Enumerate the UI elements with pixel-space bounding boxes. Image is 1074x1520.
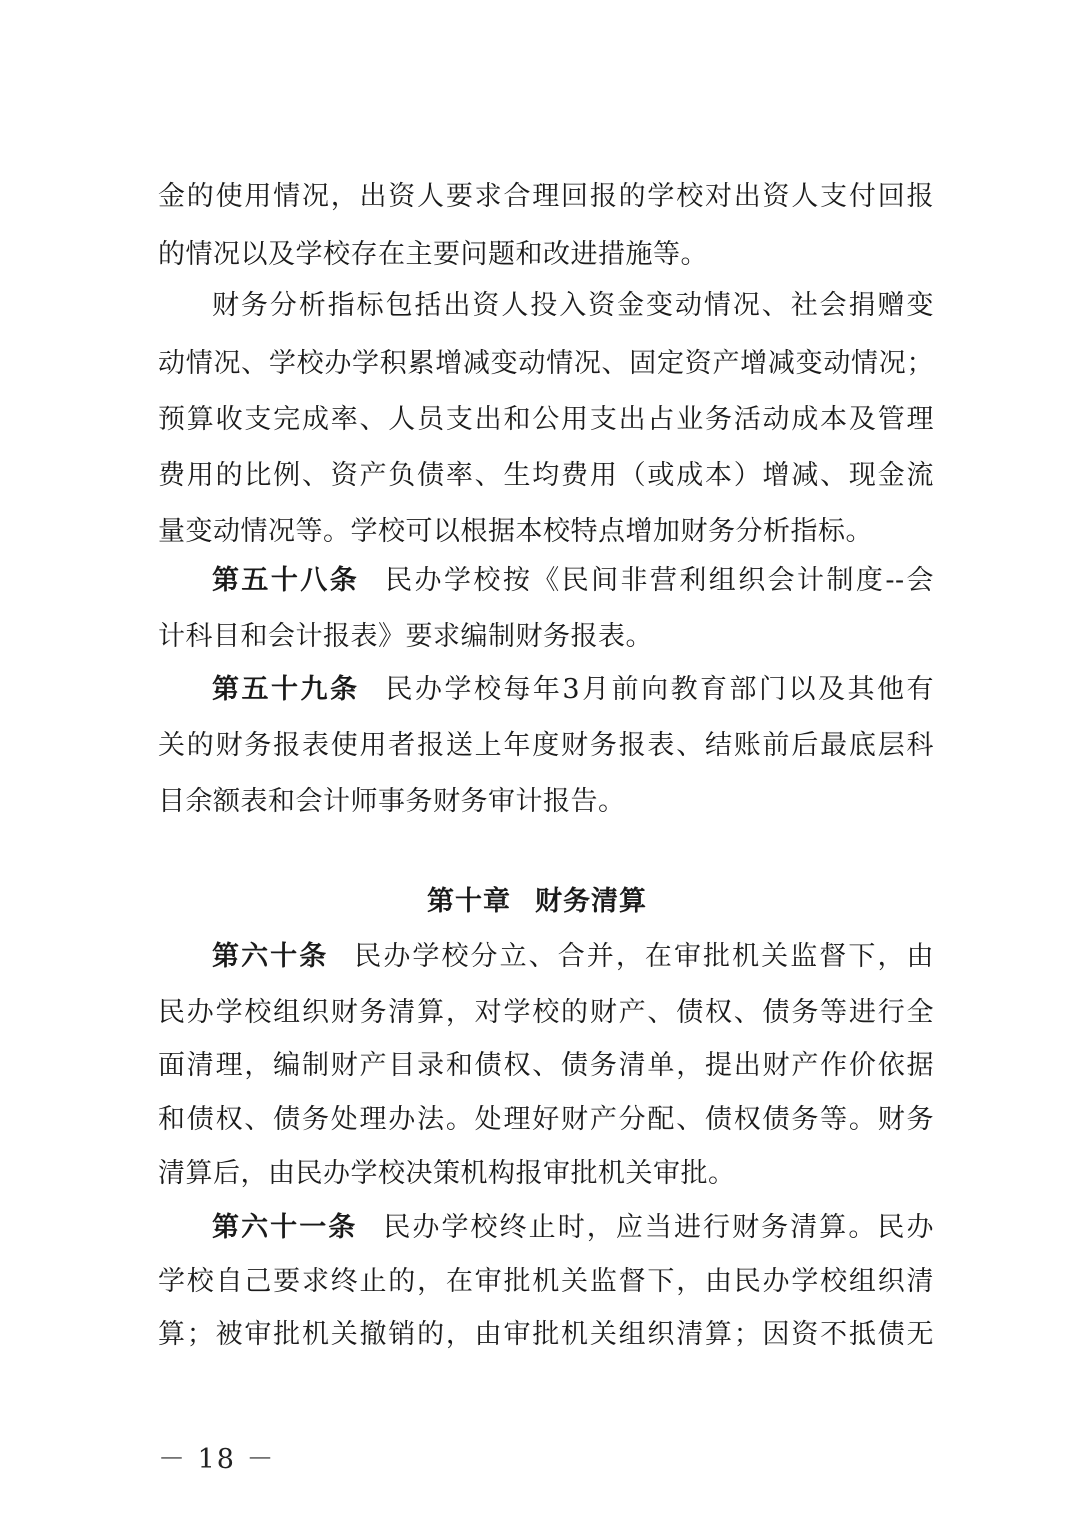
article-text: 民办学校每年3月前向教育部门以及其他有 (385, 674, 934, 705)
paragraph-line: 清算后，由民办学校决策机构报审批机关审批。 (158, 1158, 736, 1189)
chapter-heading (0, 873, 1074, 931)
article-58-line (212, 552, 934, 610)
article-60-line (212, 928, 934, 986)
paragraph-line: 目余额表和会计师事务财务审计报告。 (158, 786, 626, 817)
paragraph-line: 金的使用情况，出资人要求合理回报的学校对出资人支付回报 (158, 181, 934, 212)
paragraph-line: 的情况以及学校存在主要问题和改进措施等。 (158, 239, 708, 270)
article-text: 民办学校按《民间非营利组织会计制度--会 (385, 565, 935, 596)
article-number: 第五十九条 (212, 674, 360, 705)
paragraph-line: 关的财务报表使用者报送上年度财务报表、结账前后最底层科 (158, 730, 934, 761)
paragraph-line: 计科目和会计报表》要求编制财务报表。 (158, 621, 653, 652)
paragraph-line: 动情况、学校办学积累增减变动情况、固定资产增减变动情况； (158, 348, 934, 379)
article-61-line (212, 1199, 934, 1257)
article-number: 第六十一条 (212, 1212, 358, 1243)
paragraph-line: 费用的比例、资产负债率、生均费用（或成本）增减、现金流 (158, 460, 934, 491)
paragraph-line: 面清理，编制财产目录和债权、债务清单，提出财产作价依据 (158, 1050, 934, 1081)
article-number: 第六十条 (212, 941, 329, 972)
article-text: 民办学校终止时，应当进行财务清算。民办 (383, 1212, 935, 1243)
chapter-number: 第十章 (427, 886, 511, 917)
chapter-title: 财务清算 (535, 886, 647, 917)
article-59-line (212, 661, 934, 719)
paragraph-line: 民办学校组织财务清算，对学校的财产、债权、债务等进行全 (158, 997, 934, 1028)
paragraph-line: 学校自己要求终止的，在审批机关监督下，由民办学校组织清 (158, 1266, 934, 1297)
paragraph-line: 算；被审批机关撤销的，由审批机关组织清算；因资不抵债无 (158, 1319, 934, 1350)
paragraph-line: 量变动情况等。学校可以根据本校特点增加财务分析指标。 (158, 516, 873, 547)
page-number: － 18 － (158, 1444, 276, 1475)
article-text: 民办学校分立、合并，在审批机关监督下，由 (354, 941, 935, 972)
paragraph-line: 财务分析指标包括出资人投入资金变动情况、社会捐赠变 (212, 290, 934, 321)
paragraph-line: 预算收支完成率、人员支出和公用支出占业务活动成本及管理 (158, 404, 934, 435)
article-number: 第五十八条 (212, 565, 360, 596)
paragraph-line: 和债权、债务处理办法。处理好财产分配、债权债务等。财务 (158, 1104, 934, 1135)
